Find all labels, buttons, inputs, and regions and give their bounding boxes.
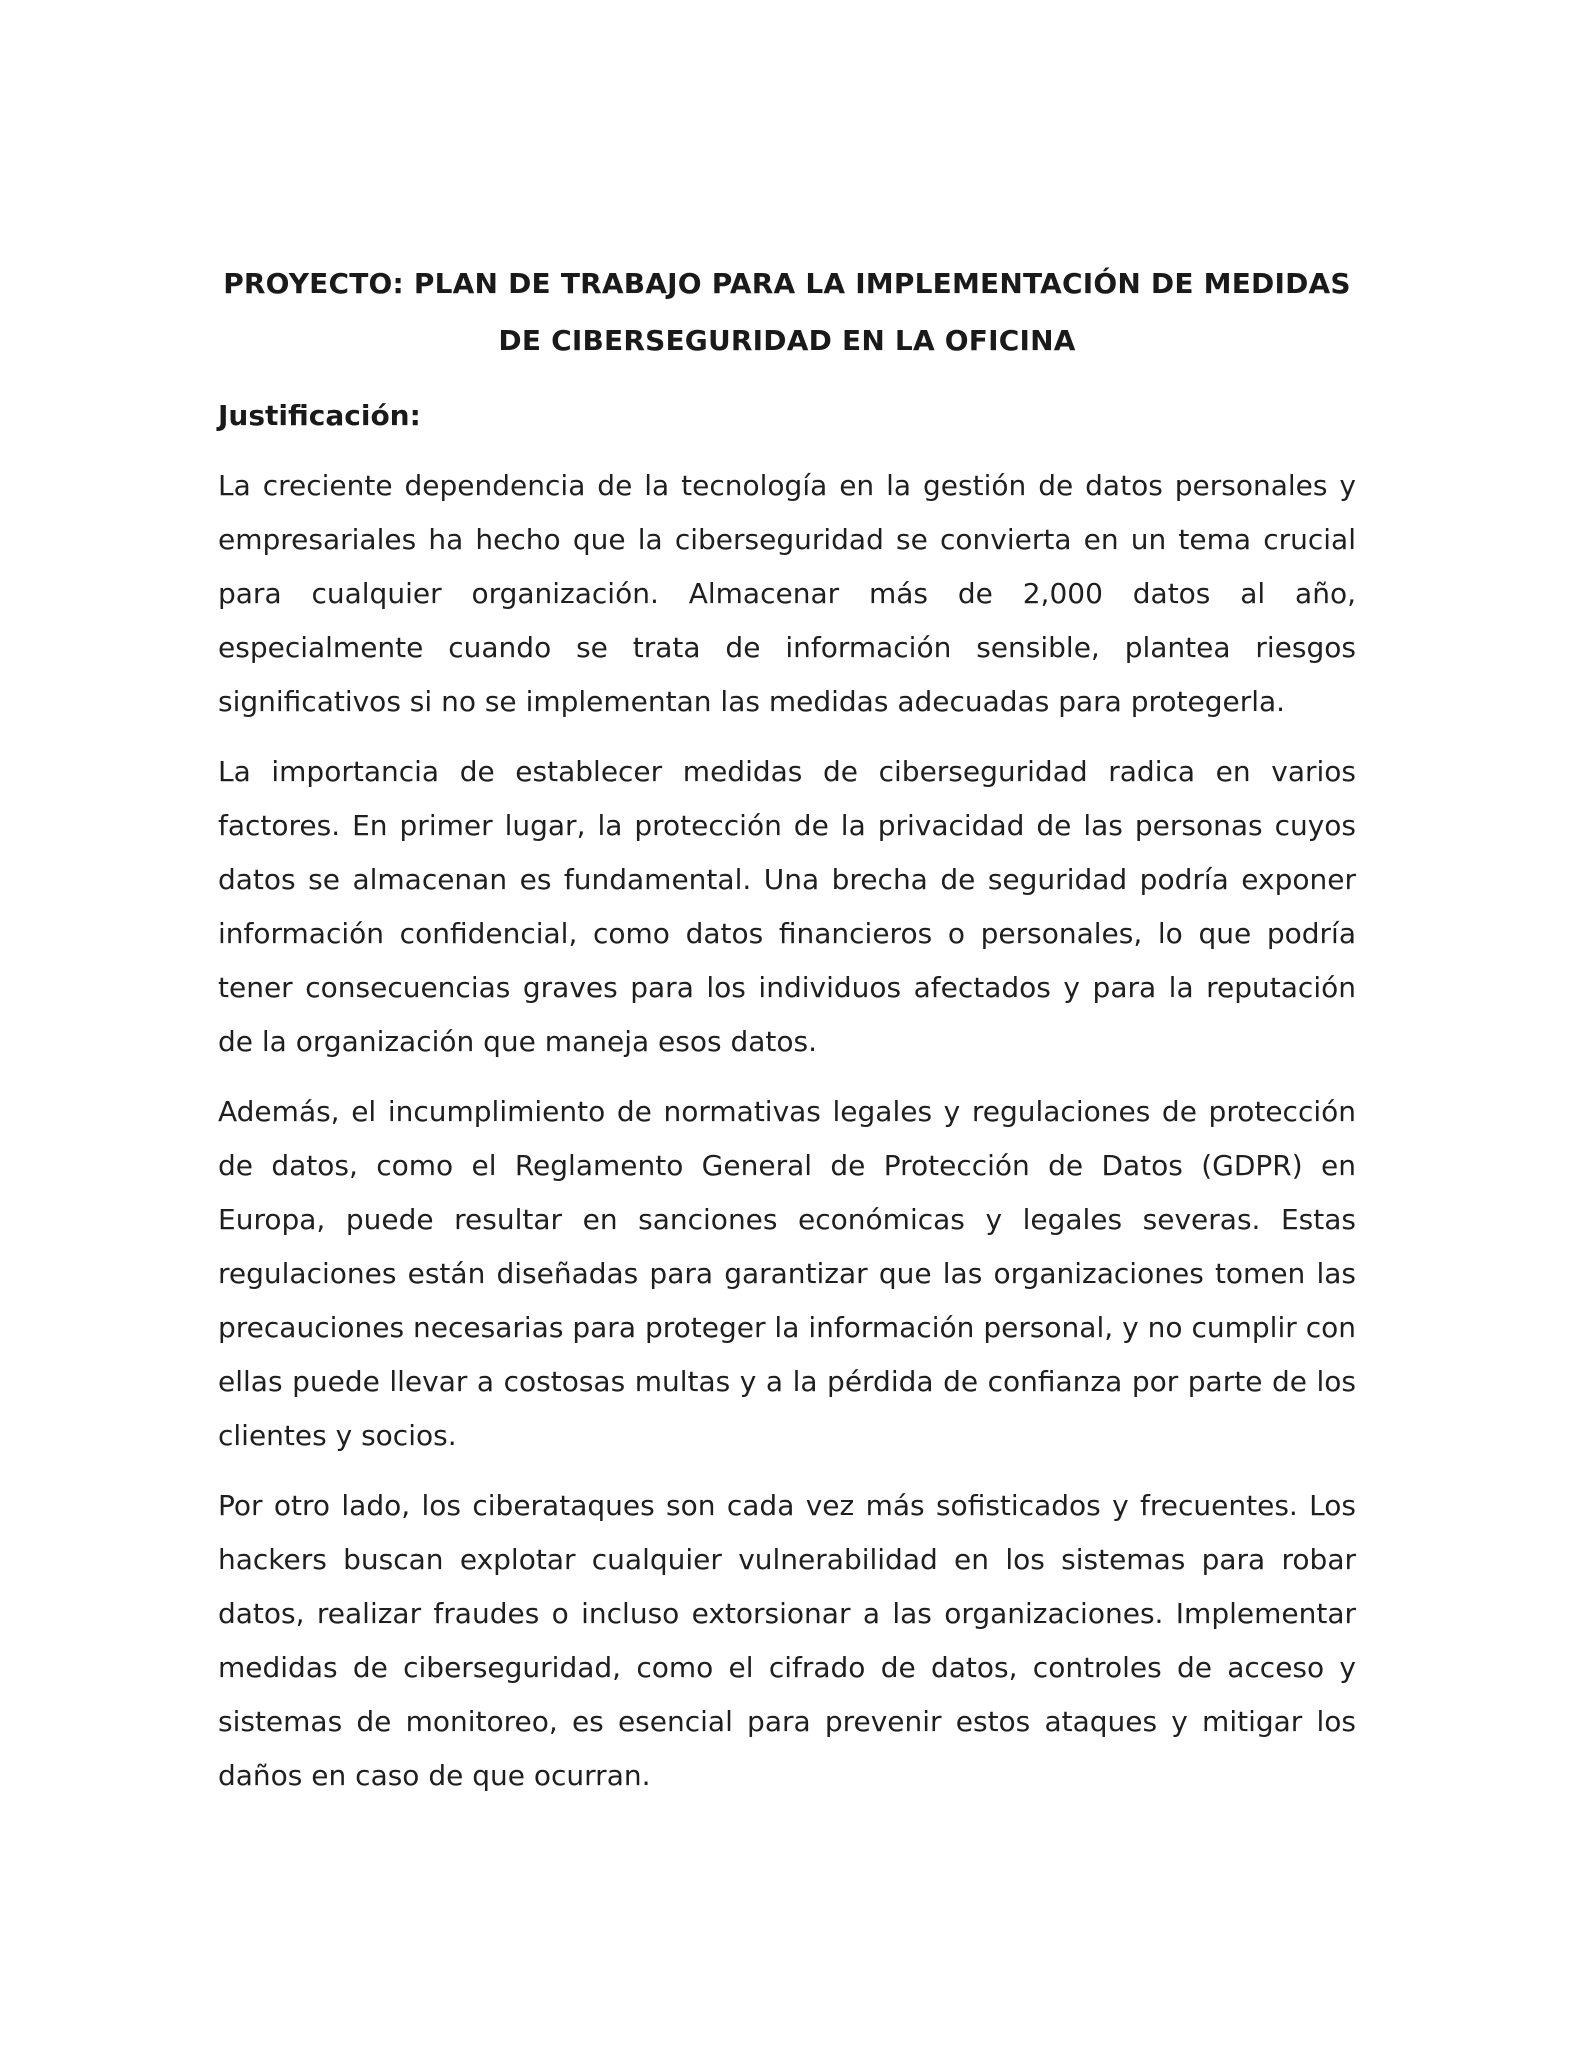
paragraph-1: La creciente dependencia de la tecnología en la gestión de datos personales y empresariales ha hecho que la ciberseguridad se convierta en un tema crucial para cualquier organización. Almacenar más de 2,000 datos al año, especialmente cuando se trata de información sensible, plantea riesgos significativos si no se implementan las medidas adecuadas para protegerla. xyxy=(218,469,1356,718)
paragraph-4: Por otro lado, los ciberataques son cada vez más sofisticados y frecuentes. Los hackers buscan explotar cualquier vulnerabilidad en los sistemas para robar datos, realizar fraudes o incluso extorsionar a las organizaciones. Implementar medidas de ciberseguridad, como el cifrado de datos, controles de acceso y sistemas de monitoreo, es esencial para prevenir estos ataques y mitigar los daños en caso de que ocurran. xyxy=(218,1489,1356,1792)
section-heading-justificacion: Justificación: xyxy=(218,399,421,432)
document-title: PROYECTO: PLAN DE TRABAJO PARA LA IMPLEMENTACIÓN DE MEDIDAS DE CIBERSEGURIDAD EN LA OFICINA xyxy=(223,267,1351,357)
document-body xyxy=(218,255,1356,1803)
paragraph-3: Además, el incumplimiento de normativas legales y regulaciones de protección de datos, como el Reglamento General de Protección de Datos (GDPR) en Europa, puede resultar en sanciones económicas y legales severas. Estas regulaciones están diseñadas para garantizar que las organizaciones tomen las precauciones necesarias para proteger la información personal, y no cumplir con ellas puede llevar a costosas multas y a la pérdida de confianza por parte de los clientes y socios. xyxy=(218,1095,1356,1452)
paragraph-2: La importancia de establecer medidas de ciberseguridad radica en varios factores. En primer lugar, la protección de la privacidad de las personas cuyos datos se almacenan es fundamental. Una brecha de seguridad podría exponer información confidencial, como datos financieros o personales, lo que podría tener consecuencias graves para los individuos afectados y para la reputación de la organización que maneja esos datos. xyxy=(218,755,1356,1058)
